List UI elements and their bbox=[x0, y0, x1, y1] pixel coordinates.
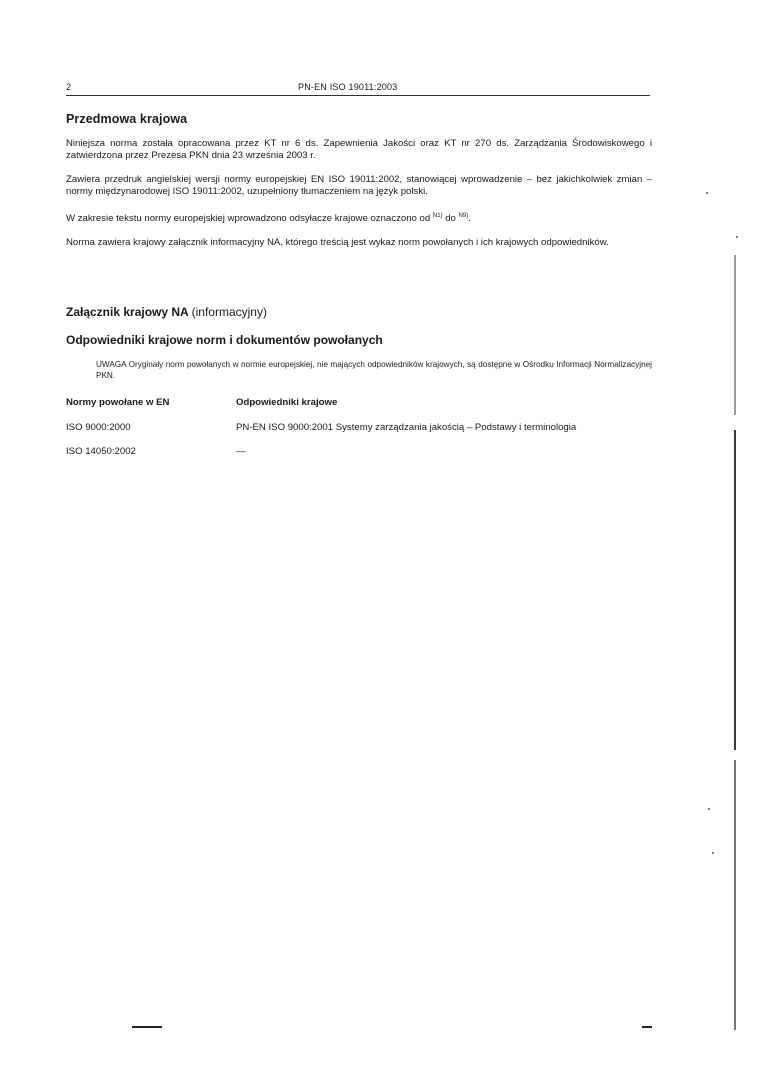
annex-title-text: Załącznik krajowy NA bbox=[66, 305, 189, 320]
footnote-mid-text: do bbox=[442, 213, 459, 225]
scan-edge-line bbox=[734, 760, 736, 1030]
scan-speck bbox=[708, 808, 710, 810]
table-cell-en-norm: ISO 14050:2002 bbox=[66, 446, 136, 458]
scan-speck bbox=[736, 236, 738, 238]
standard-code: PN-EN ISO 19011:2003 bbox=[298, 82, 398, 92]
table-cell-national-equivalent: — bbox=[236, 446, 246, 458]
foreword-paragraph-1: Niniejsza norma została opracowana przez KT nr 6 ds. Zapewnienia Jakości oraz KT nr 270 ds. Zarządzania Środowiskowego i zatwierdzona przez Prezesa PKN dnia 23 września 2003 r. bbox=[66, 138, 652, 161]
footnote-start-marker: N1) bbox=[432, 213, 443, 219]
table-cell-national-equivalent: PN-EN ISO 9000:2001 Systemy zarządzania jakością – Podstawy i terminologia bbox=[236, 422, 577, 434]
scan-edge-line bbox=[734, 430, 736, 750]
scan-speck bbox=[712, 852, 714, 854]
table-row bbox=[66, 446, 652, 470]
header-rule bbox=[66, 95, 650, 96]
table-cell-en-norm: ISO 9000:2000 bbox=[66, 422, 131, 434]
annex-subtitle: Odpowiedniki krajowe norm i dokumentów powołanych bbox=[66, 333, 383, 348]
column-header-en-norms: Normy powołane w EN bbox=[66, 397, 170, 409]
scan-bottom-mark bbox=[642, 1026, 652, 1028]
footnote-text: W zakresie tekstu normy europejskiej wprowadzono odsyłacze krajowe oznaczono od bbox=[66, 213, 433, 225]
table-row bbox=[66, 422, 652, 446]
column-header-national-equivalents: Odpowiedniki krajowe bbox=[236, 397, 338, 409]
scan-bottom-mark bbox=[132, 1026, 162, 1028]
annex-title bbox=[66, 305, 652, 319]
footnote-end-text: . bbox=[468, 213, 471, 225]
scan-edge-line bbox=[734, 255, 736, 415]
references-table bbox=[66, 397, 652, 470]
table-header-row bbox=[66, 397, 652, 422]
foreword-paragraph-2: Zawiera przedruk angielskiej wersji normy europejskiej EN ISO 19011:2002, stanowiącej wprowadzenie – bez jakichkolwiek zmian – normy międzynarodowej ISO 19011:2002, uzupełniony tłumaczeniem na język polski. bbox=[66, 174, 652, 197]
annex-title-note: (informacyjny) bbox=[191, 305, 267, 320]
annex-note: UWAGA Oryginały norm powołanych w normie europejskiej, nie mających odpowiedników krajowych, są dostępne w Ośrodku Informacji Normalizacyjnej PKN. bbox=[96, 360, 652, 381]
footnote-end-marker: N9) bbox=[458, 213, 469, 219]
foreword-title: Przedmowa krajowa bbox=[66, 112, 188, 126]
page-header bbox=[66, 82, 650, 96]
foreword-paragraph-3: Norma zawiera krajowy załącznik informacyjny NA, którego treścią jest wykaz norm powołanych i ich krajowych odpowiedników. bbox=[66, 237, 609, 249]
scan-speck bbox=[706, 192, 708, 194]
page-content bbox=[66, 112, 652, 470]
page-number: 2 bbox=[66, 82, 72, 92]
foreword-paragraph-footnotes bbox=[66, 210, 652, 225]
